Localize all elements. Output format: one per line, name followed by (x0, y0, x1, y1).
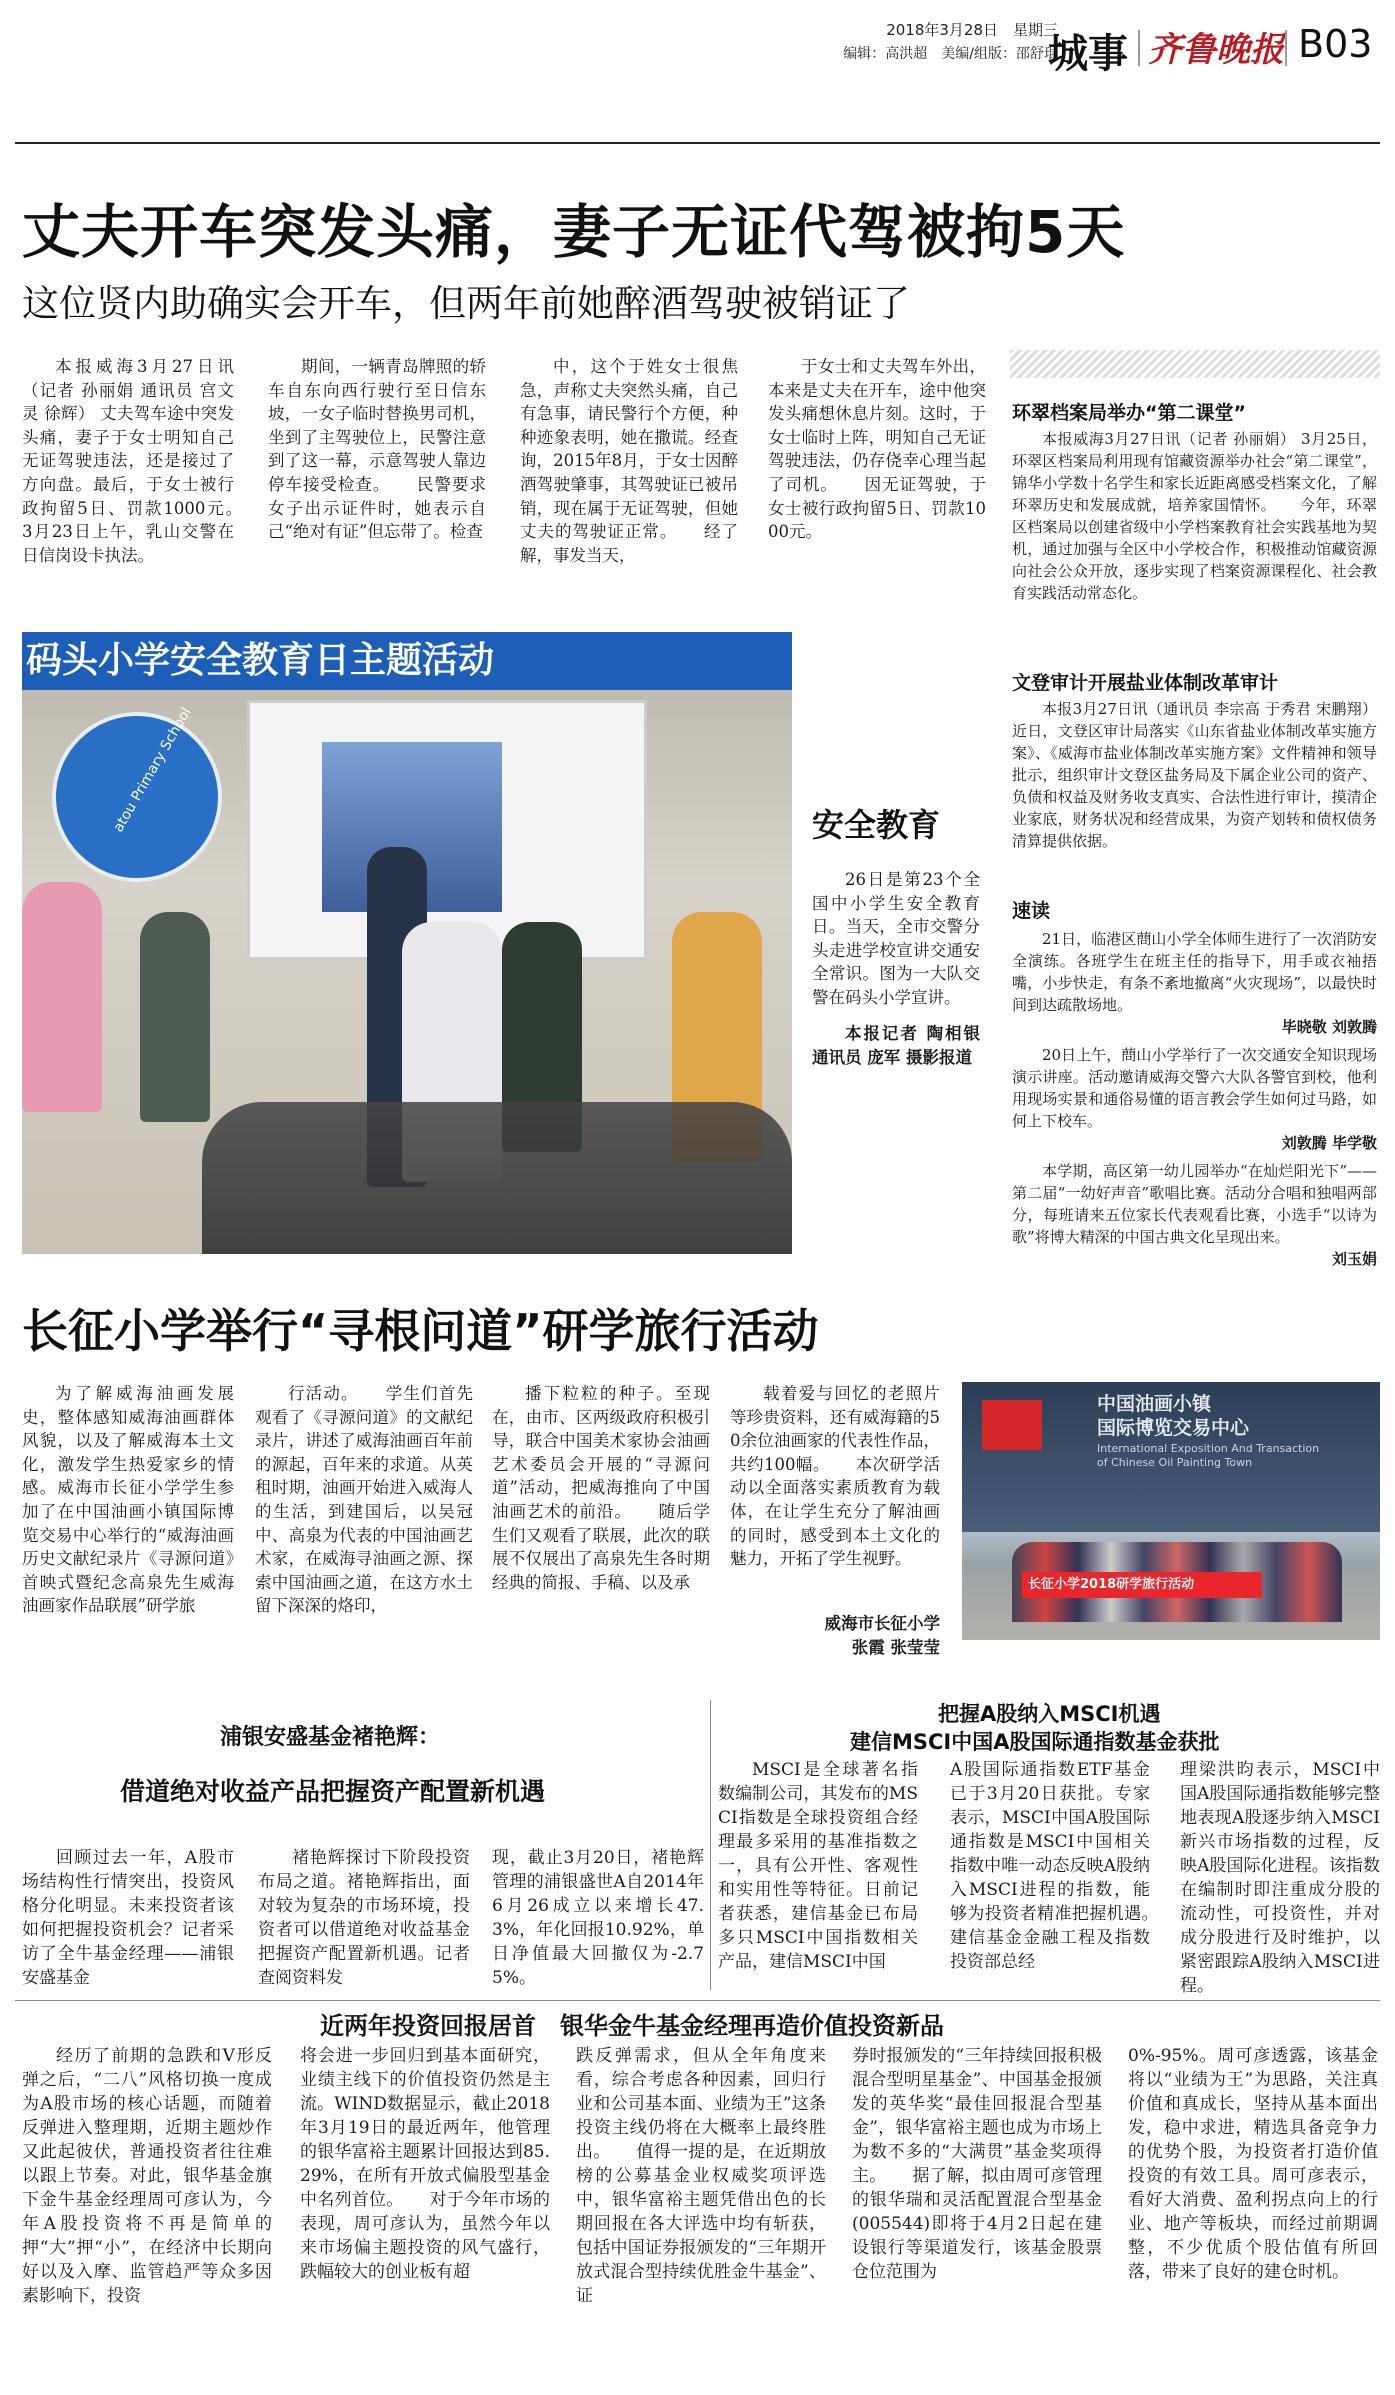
section-name: 城事 (1048, 31, 1128, 77)
brief-1: 21日，临港区蔄山小学全体师生进行了一次消防安全演练。各班学生在班主任的指导下，用手或衣袖捂嘴，小步快走，有条不紊地撤离“火灾现场”，以最快时间到达疏散场地。 毕晓敬 刘敦腾 (1012, 930, 1377, 1036)
story5-headline: 近两年投资回报居首 银华金牛基金经理再造价值投资新品 (320, 2012, 944, 2040)
story3-column-1: 回顾过去一年，A股市场结构性行情突出，投资风格分化明显。未来投资者该如何把握投资机会？记者采访了全牛基金经理——浦银安盛基金 (22, 1848, 234, 1988)
sidebar-item-2-title: 文登审计开展盐业体制改革审计 (1012, 672, 1279, 694)
story4-headline: 建信MSCI中国A股国际通指数基金获批 (850, 1730, 1220, 1754)
school-logo-text: atou Primary School (110, 704, 195, 836)
page-number: B03 (1298, 22, 1373, 66)
brief-2: 20日上午，蔄山小学举行了一次交通安全知识现场演示讲座。活动邀请威海交警六大队各警官到校，他利用现场实景和通俗易懂的语言教会学生如何过马路，如何上下校车。 刘敦腾 毕学敬 (1012, 1046, 1377, 1152)
story3-column-3: 现，截止3月20日，褚艳辉管理的浦银盛世A自2014年6月26成立以来增长47.3%，年化回报10.92%，单日净值最大回撤仅为-2.75%。 (492, 1848, 704, 1988)
photo1-byline: 本报记者 陶相银 通讯员 庞军 摄影报道 (812, 1024, 980, 1067)
story2-column-3: 播下粒粒的种子。至现在，由市、区两级政府积极引导，联合中国美术家协会油画艺术委员会开展的“寻源问道”活动，把威海推向了中国油画艺术的前沿。 随后学生们又观看了联展，此次的联展不仅展出了高泉先生各时期经典的简报、手稿、以及承 (492, 1384, 710, 1592)
newspaper-logo: 齐鲁晚报 (1148, 30, 1284, 70)
student-figure-2 (140, 912, 210, 1122)
story4-column-3: 理梁洪昀表示，MSCI中国A股国际通指数能够完整地表现A股逐步纳入MSCI新兴市场指数的过程，反映A股国际化进程。该指数在编制时即注重成分股的流动性，可投资性，并对成分股进行及时维护，以紧密跟踪A股纳入MSCI进程。 (1180, 1760, 1380, 1996)
story4-column-2: A股国际通指数ETF基金已于3月20日获批。专家表示，MSCI中国A股国际通指数是MSCI中国相关指数中唯一动态反映A股纳入MSCI进程的指数，能够为投资者精准把握机遇。 建信基金金融工程及指数投资部总经 (950, 1760, 1184, 1972)
story3-kicker: 浦银安盛基金褚艳辉： (220, 1725, 441, 1750)
sign-logo (982, 1400, 1042, 1450)
photo-banner: 码头小学安全教育日主题活动 (22, 632, 792, 690)
story4-kicker: 把握A股纳入MSCI机遇 (938, 1702, 1161, 1726)
sidebar-item-1-title: 环翠档案局举办“第二课堂” (1012, 402, 1246, 424)
student-figure-1 (22, 882, 102, 1112)
lead-column-4: 于女士和丈夫驾车外出，本来是丈夫在开车，途中他突发头痛想休息片刻。这时，于女士临时上阵，明知自己无证驾驶违法，仍存侥幸心理当起了司机。 因无证驾驶，于女士被行政拘留5日、罚款1000元。 (768, 357, 986, 542)
story5-column-4: 券时报颁发的“三年持续回报积极混合型明星基金”、中国基金报颁发的英华奖“最佳回报混合型基金”，银华富裕主题也成为市场上为数不多的“大满贯”基金奖项得主。 据了解，拟由周可彦管理的银华瑞和灵活配置混合型基金(005544)即将于4月2日起在建设银行等渠道发行，该基金股票仓位范围为 (852, 2046, 1102, 2282)
story2-column-4: 载着爱与回忆的老照片等珍贵资料，还有威海籍的50余位油画家的代表性作品，共约100幅。 本次研学活动以全面落实素质教育为载体，在让学生充分了解油画的同时，感受到本土文化的魅力，开拓了学生视野。 (730, 1384, 940, 1569)
issue-editors: 编辑：高洪超 美编/组版：邵舒琨 (843, 46, 1058, 62)
brief-3: 本学期，高区第一幼儿园举办“在灿烂阳光下”——第二届“一幼好声音”歌唱比赛。活动分合唱和独唱两部分，每班请来五位家长代表观看比赛，小选手“以诗为歌”将博大精深的中国古典文化呈现出来。 刘玉娟 (1012, 1162, 1377, 1268)
safety-class-photo (22, 632, 792, 1254)
lead-headline: 丈夫开车突发头痛，妻子无证代驾被拘5天 (22, 198, 1126, 266)
audience-heads (202, 1102, 792, 1254)
building-sign: 中国油画小镇 国际博览交易中心 (1097, 1393, 1250, 1439)
story5-column-1: 经历了前期的急跌和V形反弹之后，“二八”风格切换一度成为A股市场的核心话题，而随着反弹进入整理期，近期主题炒作又此起彼伏，普通投资者往往难以跟上节奏。对此，银华基金旗下金牛基金经理周可彦认为，今年A股投资将不再是简单的押“大”押“小”，在经济中长期向好以及入摩、监管趋严等众多因素影响下，投资 (22, 2046, 272, 2306)
lead-column-3: 中，这个于姓女士很焦急，声称丈夫突然头痛，自己有急事，请民警行个方便，种种迹象表明，她在撒谎。经查询，2015年8月，于女士因醉酒驾驶肇事，其驾驶证已被吊销，现在属于无证驾驶，但她丈夫的驾驶证正常。 经了解，事发当天， (520, 357, 738, 565)
story2-column-2: 行活动。 学生们首先观看了《寻源问道》的文献纪录片，讲述了威海油画百年前的源起，百年来的求道。从英租时期，油画开始进入威海人的生活，到建国后，以吴冠中、高泉为代表的中国油画艺术家，在威海寻油画之源、探索中国油画之道，在这方水土留下深深的烙印， (255, 1384, 473, 1616)
briefs-title: 速读 (1012, 900, 1051, 922)
header-rule (15, 142, 1380, 144)
photo1-caption: 26日是第23个全国中小学生安全教育日。当天，全市交警分头走进学校宣讲交通安全常识。图为一大队交警在码头小学宣讲。 (812, 870, 980, 1007)
field-trip-photo (962, 1382, 1380, 1640)
building-sign-en: International Exposition And Transaction of Chinese Oil Painting Town (1097, 1442, 1320, 1469)
lead-subhead: 这位贤内助确实会开车，但两年前她醉酒驾驶被销证了 (22, 282, 910, 325)
lead-column-2: 期间，一辆青岛牌照的轿车自东向西行驶行至日信东坡，一女子临时替换男司机，坐到了主驾驶位上，民警注意到了这一幕，示意驾驶人靠边停车接受检查。 民警要求女子出示证件时，她表示自己“绝对有证”但忘带了。检查 (268, 357, 486, 542)
sidebar-item-2-body: 本报3月27日讯（通讯员 李宗高 于秀君 宋鹏翔） 近日，文登区审计局落实《山东省盐业体制改革实施方案》、《威海市盐业体制改革实施方案》文件精神和领导批示，组织审计文登区盐务局及下属企业公司的资产、负债和权益及财务收支真实、合法性进行审计，摸清企业家底，财务状况和经营成果，为资产划转和债权债务清算提供依据。 (1012, 700, 1377, 850)
story3-column-2: 褚艳辉探讨下阶段投资布局之道。褚艳辉指出，面对较为复杂的市场环境，投资者可以借道绝对收益基金把握资产配置新机遇。记者查阅资料发 (258, 1848, 470, 1988)
story2-byline-1: 威海市长征小学 (824, 1614, 940, 1633)
story5-column-5: 0%-95%。周可彦透露，该基金将以“业绩为王”为思路，关注真价值和真成长，坚持从基本面出发，稳中求进，精选具备竞争力的优势个股，为投资者打造价值投资的有效工具。周可彦表示，看好大消费、盈利拐点向上的行业、地产等板块，而经过前期调整，不少优质个股估值有所回落，带来了良好的建仓时机。 (1128, 2046, 1378, 2282)
story5-top-rule (15, 2000, 1380, 2001)
story2-column-1: 为了解威海油画发展史，整体感知威海油画群体风貌，以及了解威海本土文化，激发学生热爱家乡的情感。威海市长征小学学生参加了在中国油画小镇国际博览交易中心举行的“威海油画历史文献纪录片《寻源问道》首映式暨纪念高泉先生威海油画家作品联展”研学旅 (22, 1384, 234, 1616)
lead-column-1: 本报威海3月27日讯（记者 孙丽娟 通讯员 宫文灵 徐辉） 丈夫驾车途中突发头痛，妻子于女士明知自己无证驾驶违法，还是接过了方向盘。最后，于女士被行政拘留5日、罚款1000元。 3月23日上午，乳山交警在日信岗设卡执法。 (22, 357, 267, 565)
story-divider-vertical (710, 1700, 711, 1990)
story2-headline: 长征小学举行“寻根问道”研学旅行活动 (22, 1304, 819, 1358)
header-separator (1138, 30, 1140, 66)
group-banner: 长征小学2018研学旅行活动 (1022, 1572, 1262, 1598)
story5-column-2: 将会进一步回归到基本面研究，业绩主线下的价值投资仍然是主流。WIND数据显示，截止2018年3月19日的最近两年，他管理的银华富裕主题累计回报达到85.29%，在所有开放式偏股型基金中名列首位。 对于今年市场的表现，周可彦认为，虽然今年以来市场偏主题投资的风气盛行，跌幅较大的创业板有超 (300, 2046, 550, 2282)
photo1-caption-title: 安全教育 (812, 806, 941, 844)
story3-headline: 借道绝对收益产品把握资产配置新机遇 (120, 1777, 546, 1806)
story4-column-1: MSCI是全球著名指数编制公司，其发布的MSCI指数是全球投资组合经理最多采用的基准指数之一，具有公开性、客观性和实用性等特征。日前记者获悉，建信基金已布局多只MSCI中国指数相关产品，建信MSCI中国 (718, 1760, 918, 1972)
sidebar-top-rule (1010, 350, 1380, 378)
issue-date: 2018年3月28日 星期三 (886, 21, 1058, 39)
header-separator-2 (1285, 30, 1287, 66)
sidebar-item-1-body: 本报威海3月27日讯（记者 孙丽娟） 3月25日，环翠区档案局利用现有馆藏资源举办社会“第二课堂”，锦华小学数十名学生和家长近距离感受档案文化，了解环翠历史和发展成就，培养家国情怀。 今年，环翠区档案局以创建省级中小学档案教育社会实践基地为契机，通过加强与全区中小学校合作，积极推动馆藏资源向社会公众开放，逐步实现了档案资源课程化、社会教育实践活动常态化。 (1012, 430, 1377, 602)
story5-column-3: 跌反弹需求，但从全年角度来看，综合考虑各种因素，回归行业和公司基本面、业绩为王”这条投资主线仍将在大概率上最终胜出。 值得一提的是，在近期放榜的公募基金业权威奖项评选中，银华富裕主题凭借出色的长期回报在各大评选中均有斩获，包括中国证券报颁发的“三年期开放式混合型持续优胜金牛基金”、证 (576, 2046, 826, 2306)
story2-byline-2: 张霞 张莹莹 (851, 1638, 940, 1657)
